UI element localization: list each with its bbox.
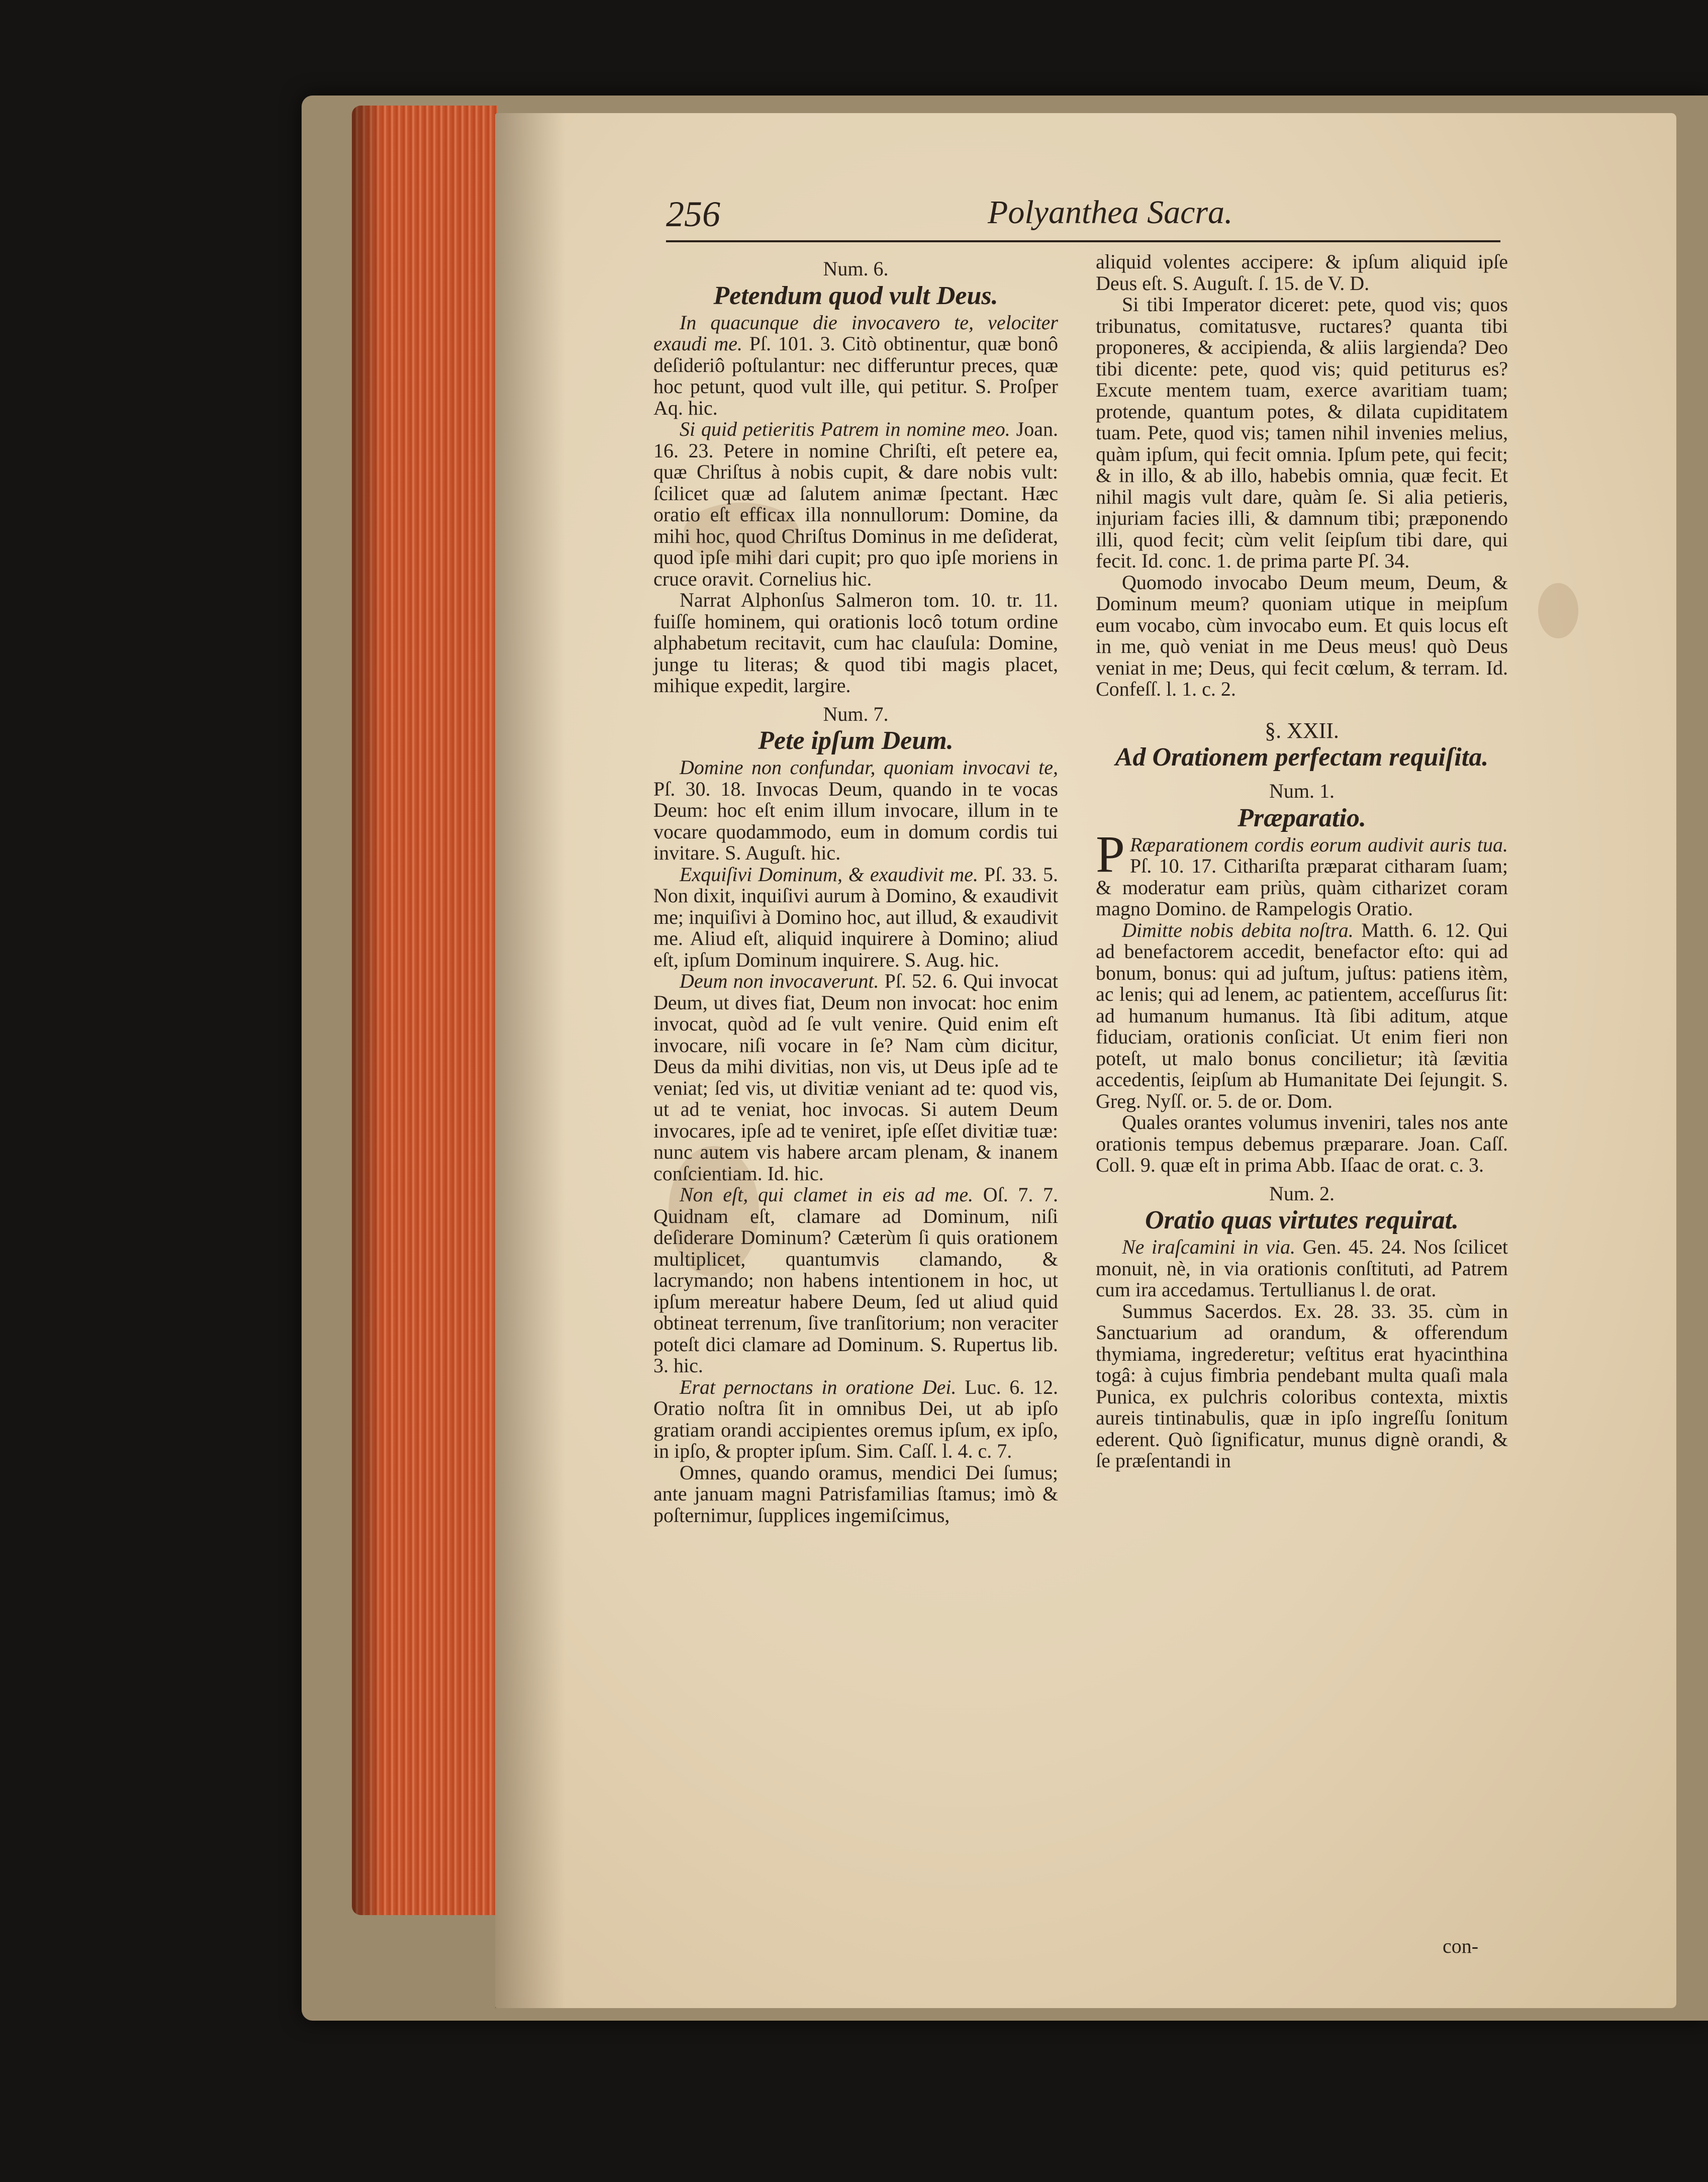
- scripture-citation: Non eſt, qui clamet in eis ad me.: [680, 1183, 974, 1206]
- paragraph: [653, 757, 1058, 864]
- paragraph: [653, 419, 1058, 590]
- running-head: [666, 194, 1500, 234]
- paragraph: [653, 1377, 1058, 1462]
- paragraph: [653, 971, 1058, 1184]
- paragraph: [653, 312, 1058, 419]
- section-heading: Ad Orationem perfectam requiſita.: [1115, 743, 1489, 772]
- section-number: Num. 2.: [1269, 1182, 1335, 1205]
- paragraph: Omnes, quando oramus, mendici Dei ſumus; ante januam magni Patrisfamilias ſtamus; imò & poſternimur, ſupplices ingemiſcimus,: [653, 1461, 1058, 1527]
- section-heading: Petendum quod vult Deus.: [713, 281, 998, 310]
- scripture-citation: Deum non invocaverunt.: [680, 970, 879, 992]
- scripture-citation: Exquiſivi Dominum, & exaudivit me.: [680, 863, 979, 886]
- scripture-citation: In quacunque die invocavero te, velociter exaudi me.: [653, 311, 1058, 355]
- stain-3: [1538, 583, 1578, 638]
- section-number: Num. 7.: [823, 702, 889, 725]
- paragraph: [1096, 825, 1508, 920]
- section-number: Num. 6.: [823, 257, 889, 280]
- paragraph-text: Luc. 6. 12. Oratio noſtra ſit in omnibus Dei, ut ab ipſo gratiam orandi accipientes oremus ipſum, ex ipſo, in ipſo, & propter ipſum. Sim. Caſſ. l. 4. c. 7.: [653, 1375, 1059, 1462]
- paragraph: [653, 1184, 1058, 1377]
- header-rule: [666, 240, 1500, 242]
- paragraph-text: Matth. 6. 12. Qui ad benefactorem accedit, benefactor eſto: qui ad bonum, bonus: qui ad juſtum, juſtus: patiens itèm, ac lenis; qui ad lenem, ac patientem, acceſſurus ſit: ad humanum humanus. Ità ſibi aditum, atque fiduciam, orationis conſiciat. Ut enim fieri non poteſt, ut malo bonus concilietur; ità ſævitia accedentis, ſeipſum ab Humanitate Dei ſejungit. S. Greg. Nyſſ. or. 5. de or. Dom.: [1096, 918, 1508, 1112]
- scripture-citation: Ne iraſcamini in via.: [1122, 1236, 1295, 1258]
- paragraph: Si tibi Imperator diceret: pete, quod vis; quos tribunatus, comitatusve, ructares? quanta tibi proponeres, & accipienda, & aliis largienda? Deo tibi dicente: pete, quod vis; quid petiturus es? Excute mentem tuam, exerce avaritiam tuam; protende, quantum potes, & dilata cupiditatem tuam. Pete, quod vis; tamen nihil invenies melius, quàm ipſum, qui fecit omnia. Ipſum pete, qui fecit; & in illo, & ab illo, habebis omnia, quæ fecit. Et nihil magis vult dare, quàm ſe. Si alia petieris, injuriam facies illi, & damnum tibi; præponendo illi, quod fecit; cùm velit ſeipſum tibi dare, qui fecit. Id. conc. 1. de prima parte Pſ. 34.: [1096, 293, 1508, 572]
- paragraph: Summus Sacerdos. Ex. 28. 33. 35. cùm in Sanctuarium ad orandum, & offerendum thymiama, ingrederetur; veſtitus erat hyacinthina togâ: à cujus fimbria pendebant multa quaſi mala Punica, ex pulchris coloribus contexta, mixtis aureis tintinabulis, quæ in ipſo ingreſſu ſonitum ederent. Quò ſignificatur, munus dignè orandi, & ſe præſentandi in: [1096, 1299, 1508, 1472]
- section-mark: §. XXII.: [1265, 718, 1339, 743]
- section-heading: Præparatio.: [1238, 803, 1366, 832]
- running-title: Polyanthea Sacra.: [988, 194, 1233, 231]
- scripture-citation: Si quid petieritis Patrem in nomine meo.: [680, 418, 1010, 440]
- page-edges-shadow: [352, 106, 382, 1915]
- paragraph-text: Oſ. 7. 7. Quidnam eſt, clamare ad Dominum, niſi deſiderare Dominum? Cæterùm ſi quis orationem multiplicet, quantumvis clamando, & lacrymando; non habens intentionem in hoc, ut ipſum mereatur habere Deum, ſed ut aliud quid obtineat terrenum, ſive tranſitorium; non veraciter poteſt dici clamare ad Dominum. S. Rupertus lib. 3. hic.: [653, 1183, 1058, 1377]
- catchword: con-: [1443, 1935, 1479, 1957]
- paragraph-text: Pſ. 10. 17. Cithariſta præparat citharam ſuam; & moderatur eam priùs, quàm citharizet coram magno Domino. de Rampelogis Oratio.: [1096, 855, 1508, 920]
- paragraph: [1096, 1237, 1508, 1301]
- scripture-citation: Domine non confundar, quoniam invocavi te,: [680, 756, 1058, 779]
- paragraph: Quales orantes volumus inveniri, tales nos ante orationis tempus debemus præparare. Joan. Caſſ. Coll. 9. quæ eſt in prima Abb. Iſaac de orat. c. 3.: [1096, 1111, 1508, 1176]
- paragraph: Quomodo invocabo Deum meum, Deum, & Dominum meum? quoniam utique in meipſum eum vocabo, cùm invocabo eum. Et quis locus eſt in me, quò veniat in me Deus meus! quò Deus veniat in me; Deus, qui fecit cœlum, & terram. Id. Confeſſ. l. 1. c. 2.: [1096, 571, 1508, 700]
- paragraph: Narrat Alphonſus Salmeron tom. 10. tr. 11. fuiſſe hominem, qui orationis locô totum ordine alphabetum recitavit, cum hac clauſula: Domine, junge tu literas; & quod tibi magis placet, mihique expedit, largire.: [653, 589, 1058, 697]
- paragraph-text: Pſ. 33. 5. Non dixit, inquiſivi aurum à Domino, & exaudivit me; inquiſivi à Domino hoc, aut illud, & exaudivit me. Aliud eſt, aliquid inquirere à Domino; aliud eſt, ipſum Dominum inquirere. S. Aug. hic.: [653, 863, 1058, 971]
- scripture-citation: Ræparationem cordis eorum audivit auris tua.: [1129, 833, 1508, 856]
- scripture-citation: Erat pernoctans in oratione Dei.: [680, 1375, 957, 1398]
- paragraph-text: Pſ. 52. 6. Qui invocat Deum, ut dives fiat, Deum non invocat: hoc enim invocat, quòd ad ſe vult venire. Quid enim eſt invocare, niſi vocare in ſe? Nam cùm dicitur, Deus da mihi divitias, non vis, ut Deus ipſe ad te veniat; ſed vis, ut divitiæ veniant ad te: quod vis, ut ad te veniat, hoc invocas. Si autem Deum invocares, ipſe ad te veniret, ipſe eſſet divitiæ tuæ: nunc autem vis habere arcam plenam, & inanem conſcientiam. Id. hic.: [653, 970, 1059, 1185]
- paragraph-text: Pſ. 30. 18. Invocas Deum, quando in te vocas Deum: hoc eſt enim illum invocare, illum in te vocare quodammodo, eum in domum cordis tui invitare. S. Auguſt. hic.: [653, 777, 1058, 864]
- right-column: [1096, 251, 1508, 1472]
- page-number: 256: [666, 194, 720, 234]
- section-heading: Pete ipſum Deum.: [758, 726, 954, 755]
- gutter-shadow: [495, 113, 565, 2008]
- section-heading: Oratio quas virtutes requirat.: [1145, 1206, 1459, 1235]
- paragraph: [653, 864, 1058, 971]
- scripture-citation: Dimitte nobis debita noſtra.: [1122, 918, 1354, 941]
- paragraph: [1096, 920, 1508, 1112]
- paragraph: aliquid volentes accipere: & ipſum aliquid ipſe Deus eſt. S. Auguſt. ſ. 15. de V. D.: [1096, 250, 1508, 295]
- paragraph-text: Pſ. 101. 3. Citò obtinentur, quæ bonô deſideriô poſtulantur: nec differuntur preces, quæ hoc petunt, quod vult ille, qui petitur. S. Proſper Aq. hic.: [653, 332, 1058, 419]
- drop-cap: P: [1096, 825, 1125, 883]
- paragraph-text: Joan. 16. 23. Petere in nomine Chriſti, eſt petere ea, quæ Chriſtus à nobis cupit, & dare nobis vult: ſcilicet quæ ad ſalutem animæ ſpectant. Hæc oratio eſt efficax illa nonnullorum: Domine, da mihi hoc, quod Chriſtus Dominus in me deſiderat, quod ipſe mihi dari cupit; pro quo ipſe moriens in cruce oravit. Cornelius hic.: [653, 418, 1058, 590]
- left-column: [653, 251, 1058, 1526]
- paragraph-text: Gen. 45. 24. Nos ſcilicet monuit, nè, in via orationis conſtituti, ad Patrem cum ira accedamus. Tertullianus l. de orat.: [1096, 1236, 1508, 1301]
- section-number: Num. 1.: [1269, 780, 1335, 802]
